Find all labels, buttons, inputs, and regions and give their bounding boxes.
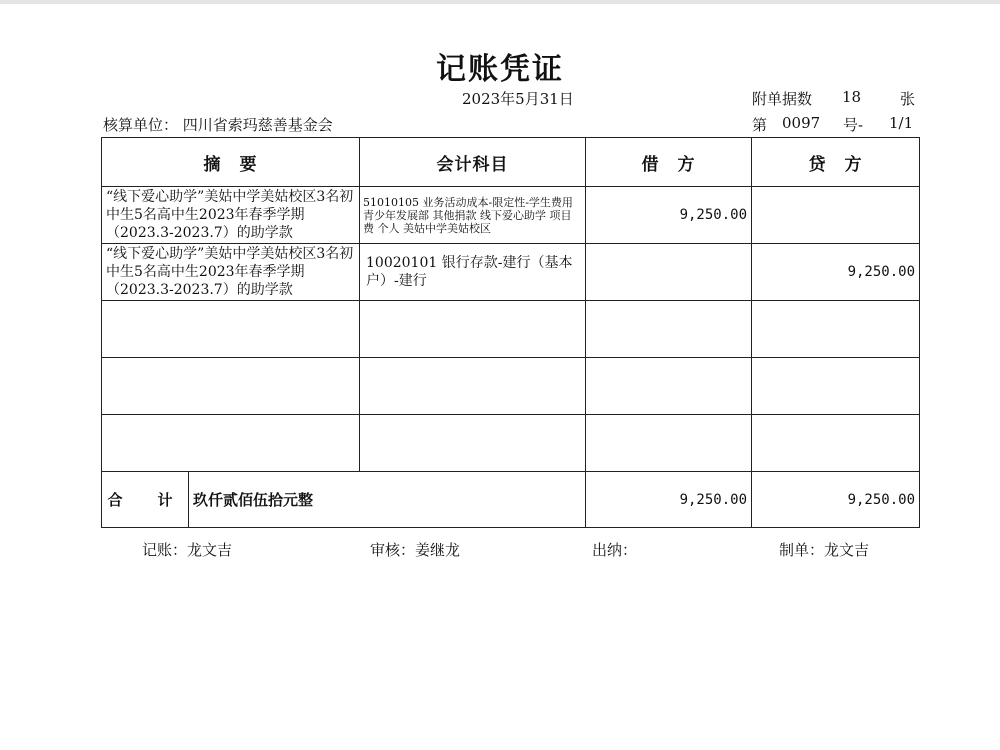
table-row xyxy=(102,244,920,301)
signature-reviewer: 审核：姜继龙 xyxy=(370,541,461,559)
column-header-credit: 贷 方 xyxy=(752,138,920,187)
entry-account: 51010105 业务活动成本-限定性-学生费用 青少年发展部 其他捐款 线下爱心助学 项目费 个人 美姑中学美姑校区 xyxy=(360,187,586,244)
signature-cashier: 出纳： xyxy=(592,541,638,559)
empty-cell xyxy=(102,358,360,415)
table-row-empty xyxy=(102,415,920,472)
header-row xyxy=(102,138,920,187)
accounting-unit-value: 四川省索玛慈善基金会 xyxy=(182,116,333,134)
accounting-unit xyxy=(103,114,333,135)
scan-edge xyxy=(0,0,1000,4)
empty-cell xyxy=(360,301,586,358)
empty-cell xyxy=(752,415,920,472)
empty-cell xyxy=(360,358,586,415)
entry-summary: “线下爱心助学”美姑中学美姑校区3名初中生5名高中生2023年春季学期（2023.3-2023.7）的助学款 xyxy=(102,187,360,244)
empty-cell xyxy=(586,358,752,415)
entry-debit xyxy=(586,244,752,301)
table-row xyxy=(102,187,920,244)
total-row xyxy=(102,472,920,528)
empty-cell xyxy=(752,301,920,358)
voucher-page: 1/1 xyxy=(889,114,914,132)
empty-cell xyxy=(102,415,360,472)
table-row-empty xyxy=(102,358,920,415)
entry-summary: “线下爱心助学”美姑中学美姑校区3名初中生5名高中生2023年春季学期（2023.3-2023.7）的助学款 xyxy=(102,244,360,301)
accounting-unit-label: 核算单位： xyxy=(103,116,179,134)
table-row-empty xyxy=(102,301,920,358)
voucher-table xyxy=(101,137,920,528)
empty-cell xyxy=(752,358,920,415)
signature-preparer: 制单：龙文吉 xyxy=(779,541,870,559)
voucher-no-separator: 号- xyxy=(843,116,864,134)
voucher-no-label: 第 xyxy=(752,116,768,134)
total-label: 合 计 xyxy=(102,472,189,527)
entry-account: 10020101 银行存款-建行（基本户）-建行 xyxy=(360,244,586,301)
total-debit: 9,250.00 xyxy=(586,472,752,528)
entry-debit: 9,250.00 xyxy=(586,187,752,244)
column-header-summary: 摘 要 xyxy=(102,138,360,187)
total-amount-words: 玖仟贰佰伍拾元整 xyxy=(193,491,314,509)
empty-cell xyxy=(360,415,586,472)
empty-cell xyxy=(586,301,752,358)
entry-credit: 9,250.00 xyxy=(752,244,920,301)
entry-credit xyxy=(752,187,920,244)
column-header-account: 会计科目 xyxy=(360,138,586,187)
total-cell xyxy=(102,472,586,528)
signature-bookkeeper: 记账：龙文吉 xyxy=(142,541,233,559)
attachments-count: 18 xyxy=(842,88,862,106)
column-header-debit: 借 方 xyxy=(586,138,752,187)
empty-cell xyxy=(586,415,752,472)
total-credit: 9,250.00 xyxy=(752,472,920,528)
empty-cell xyxy=(102,301,360,358)
attachments-unit: 张 xyxy=(900,90,916,108)
voucher-date: 2023年5月31日 xyxy=(462,90,574,108)
voucher-title: 记账凭证 xyxy=(436,52,564,87)
voucher-no-number: 0097 xyxy=(782,114,821,132)
attachments-label: 附单据数 xyxy=(752,90,813,108)
